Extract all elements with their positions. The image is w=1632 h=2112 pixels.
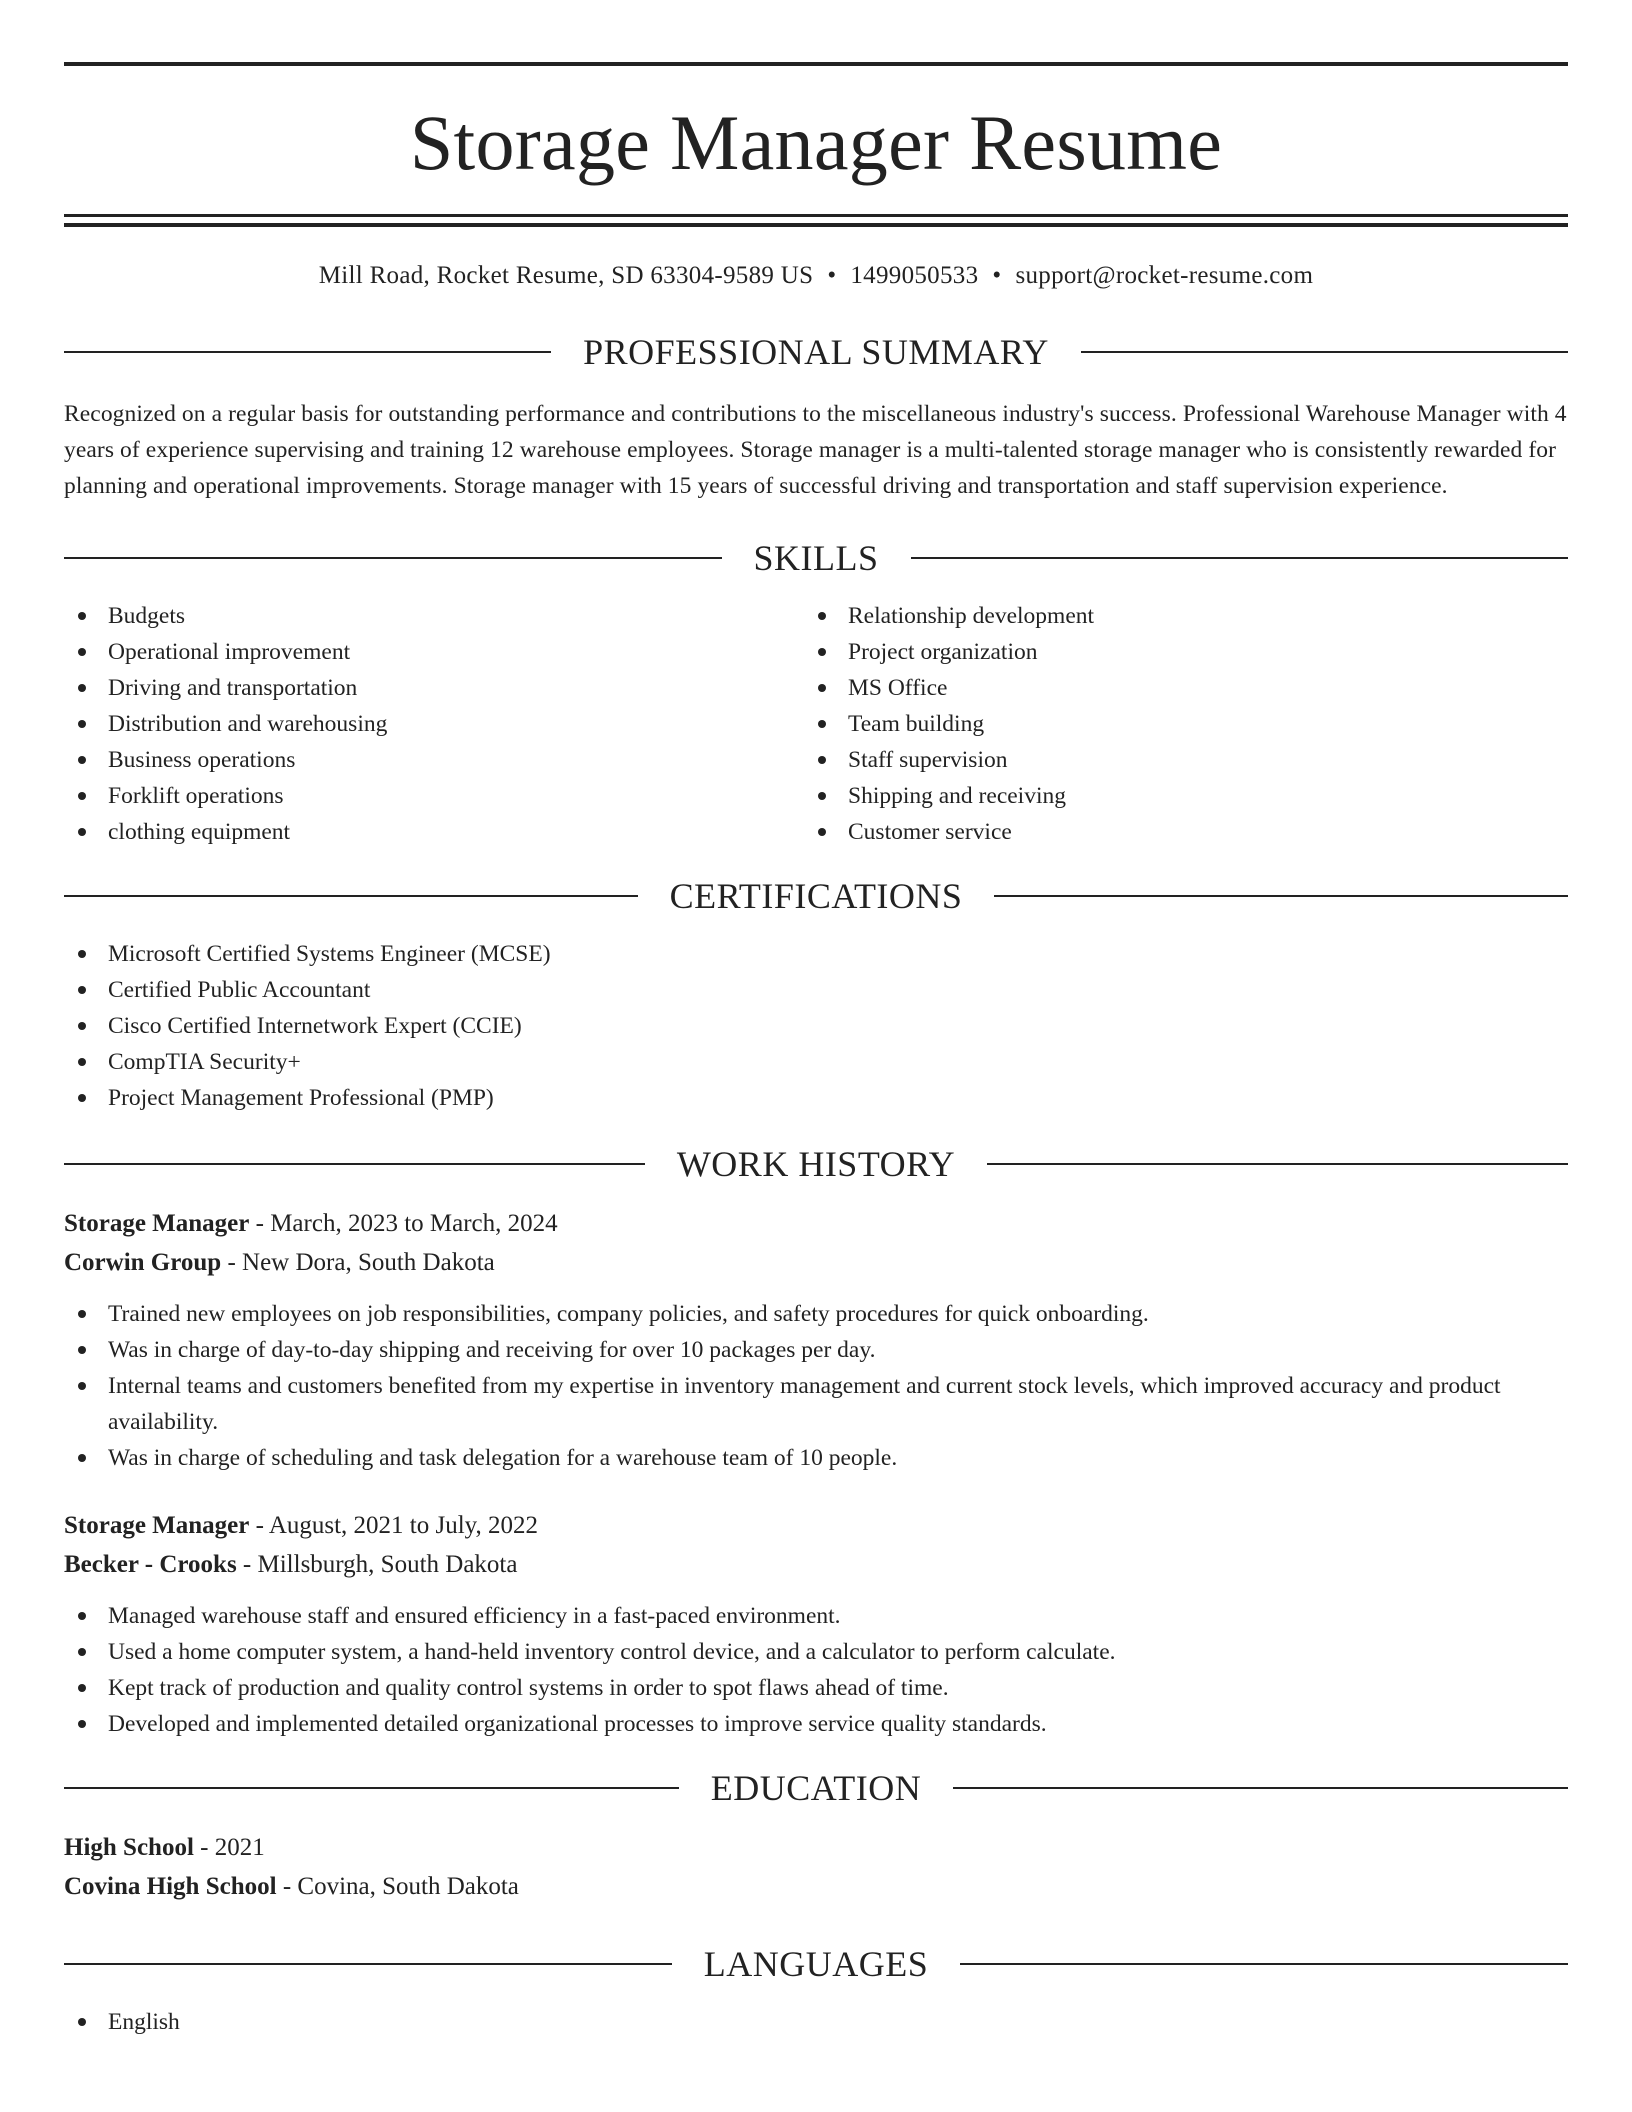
contact-line [64,262,1568,290]
section-rule [994,895,1568,897]
contact-phone: 1499050533 [850,262,979,289]
job-bullets [64,1598,1568,1742]
summary-text: Recognized on a regular basis for outstanding performance and contributions to the miscellaneous industry's success. Professional Warehouse Manager with 4 years of experience supervising and training 12 warehouse employees. Storage manager is a multi-talented storage manager who is consistently rewarded for planning and operational improvements. Storage manager with 15 years of successful driving and transportation and staff supervision experience. [64,401,1567,499]
job-entry [64,1506,1568,1742]
list-item [64,778,804,814]
list-item-text: Team building [848,711,985,737]
section-rule [987,1163,1568,1165]
bullet-dot [78,1382,86,1390]
contact-separator: • [827,262,837,289]
skills-list-right [804,598,1556,850]
section-header-languages [64,1946,1568,1982]
bullet-dot [818,648,826,656]
list-item-text: Forklift operations [108,783,284,809]
certifications-block [64,936,1568,1116]
list-item-text: Relationship development [848,603,1095,629]
languages-block [64,2004,1568,2040]
bullet-dot [78,1346,86,1354]
resume-title: Storage Manager Resume [409,99,1223,186]
education-location: - Covina, South Dakota [276,1873,519,1900]
job-location: - New Dora, South Dakota [221,1249,495,1276]
bullet-dot [78,2018,86,2026]
list-item-text: CompTIA Security+ [108,1049,301,1075]
section-header-certifications [64,878,1568,914]
job-title: Storage Manager [64,1210,250,1237]
bullet-dot [78,648,86,656]
job-dates: - August, 2021 to July, 2022 [249,1512,539,1539]
list-item [64,706,804,742]
bullet-dot [78,1022,86,1030]
list-item [804,814,1556,850]
job-title-line [64,1506,1568,1545]
skills-grid [64,598,1568,850]
education-degree: High School [64,1834,194,1861]
contact-address: Mill Road, Rocket Resume, SD 63304-9589 US [318,262,814,289]
bullet-dot [818,828,826,836]
bullet-dot [78,792,86,800]
bullet-dot [78,950,86,958]
list-item-text: English [108,2009,180,2035]
bullet-dot [78,756,86,764]
section-header-summary [64,334,1568,370]
section-rule [64,1163,645,1165]
section-title: PROFESSIONAL SUMMARY [583,332,1049,372]
job-location: - Millsburgh, South Dakota [236,1551,518,1578]
education-entry [64,1828,1568,1906]
section-rule [64,1787,679,1789]
list-item [64,1670,1568,1706]
section-header-education [64,1770,1568,1806]
list-item [64,1706,1568,1742]
list-item-text: Business operations [108,747,296,773]
list-item-text: Managed warehouse staff and ensured efficiency in a fast-paced environment. [108,1603,841,1629]
languages-list [64,2004,1568,2040]
list-item [804,706,1556,742]
list-item [64,814,804,850]
contact-separator: • [992,262,1002,289]
bullet-dot [78,1058,86,1066]
bullet-dot [78,612,86,620]
education-degree-line [64,1828,1568,1867]
bullet-dot [78,1648,86,1656]
list-item [804,670,1556,706]
section-rule [1081,351,1568,353]
list-item [64,2004,1568,2040]
list-item-text: Distribution and warehousing [108,711,388,737]
list-item [64,1296,1568,1332]
list-item-text: Certified Public Accountant [108,977,371,1003]
list-item-text: Developed and implemented detailed organizational processes to improve service quality standards. [108,1711,1047,1737]
job-dates: - March, 2023 to March, 2024 [249,1210,558,1237]
list-item [804,598,1556,634]
section-title: LANGUAGES [703,1944,929,1984]
bullet-dot [78,684,86,692]
job-company-line [64,1243,1568,1282]
section-title: SKILLS [753,538,879,578]
list-item [64,670,804,706]
bullet-dot [818,612,826,620]
job-bullets [64,1296,1568,1476]
section-title: EDUCATION [710,1768,922,1808]
list-item [804,634,1556,670]
bullet-dot [78,1310,86,1318]
top-rule [64,62,1568,66]
list-item-text: Used a home computer system, a hand-held inventory control device, and a calculator to perform calculate. [108,1639,1116,1665]
bullet-dot [78,1612,86,1620]
list-item [64,1598,1568,1634]
section-rule [953,1787,1568,1789]
education-year: - 2021 [193,1834,265,1861]
list-item-text: Cisco Certified Internetwork Expert (CCIE) [108,1013,522,1039]
list-item [64,1008,1568,1044]
list-item-text: Trained new employees on job responsibilities, company policies, and safety procedures for quick onboarding. [108,1301,1149,1327]
skills-list-left [64,598,804,850]
list-item-text: Internal teams and customers benefited from my expertise in inventory management and current stock levels, which improved accuracy and product availability. [108,1373,1501,1435]
list-item-text: Budgets [108,603,186,629]
section-rule [64,1963,672,1965]
section-rule [64,557,722,559]
section-header-skills [64,540,1568,576]
list-item [804,778,1556,814]
list-item-text: Was in charge of day-to-day shipping and receiving for over 10 packages per day. [108,1337,876,1363]
list-item-text: Operational improvement [108,639,351,665]
job-entry [64,1204,1568,1476]
section-rule [960,1963,1568,1965]
education-school: Covina High School [64,1873,277,1900]
list-item-text: MS Office [848,675,948,701]
list-item [804,742,1556,778]
bullet-dot [78,986,86,994]
education-school-line [64,1867,1568,1906]
list-item [64,634,804,670]
bullet-dot [78,1094,86,1102]
list-item-text: Shipping and receiving [848,783,1066,809]
job-company-line [64,1545,1568,1584]
job-company: Becker - Crooks [64,1551,237,1578]
job-company: Corwin Group [64,1249,222,1276]
list-item-text: Was in charge of scheduling and task delegation for a warehouse team of 10 people. [108,1445,898,1471]
skills-column-left [64,598,804,850]
bullet-dot [818,792,826,800]
bullet-dot [78,1454,86,1462]
section-title: CERTIFICATIONS [669,876,963,916]
list-item-text: Customer service [848,819,1012,845]
list-item-text: Microsoft Certified Systems Engineer (MCSE) [108,941,551,967]
list-item [64,972,1568,1008]
bullet-dot [78,1684,86,1692]
list-item-text: Kept track of production and quality control systems in order to spot flaws ahead of time. [108,1675,949,1701]
section-header-work-history [64,1146,1568,1182]
list-item-text: Project Management Professional (PMP) [108,1085,494,1111]
bullet-dot [818,684,826,692]
list-item [64,1080,1568,1116]
bullet-dot [818,720,826,728]
title-double-rule [64,214,1568,227]
bullet-dot [818,756,826,764]
list-item [64,1332,1568,1368]
section-rule [64,895,638,897]
section-rule [64,351,551,353]
job-title-line [64,1204,1568,1243]
bullet-dot [78,828,86,836]
bullet-dot [78,1720,86,1728]
list-item [64,1634,1568,1670]
job-title: Storage Manager [64,1512,250,1539]
certifications-list [64,936,1568,1116]
list-item [64,742,804,778]
section-rule [911,557,1569,559]
list-item-text: clothing equipment [108,819,291,845]
list-item [64,598,804,634]
list-item-text: Project organization [848,639,1038,665]
list-item [64,1368,1568,1440]
list-item-text: Driving and transportation [108,675,358,701]
skills-column-right [804,598,1556,850]
list-item-text: Staff supervision [848,747,1008,773]
bullet-dot [78,720,86,728]
list-item [64,1044,1568,1080]
section-title: WORK HISTORY [676,1144,956,1184]
contact-email: support@rocket-resume.com [1015,262,1314,289]
list-item [64,1440,1568,1476]
list-item [64,936,1568,972]
